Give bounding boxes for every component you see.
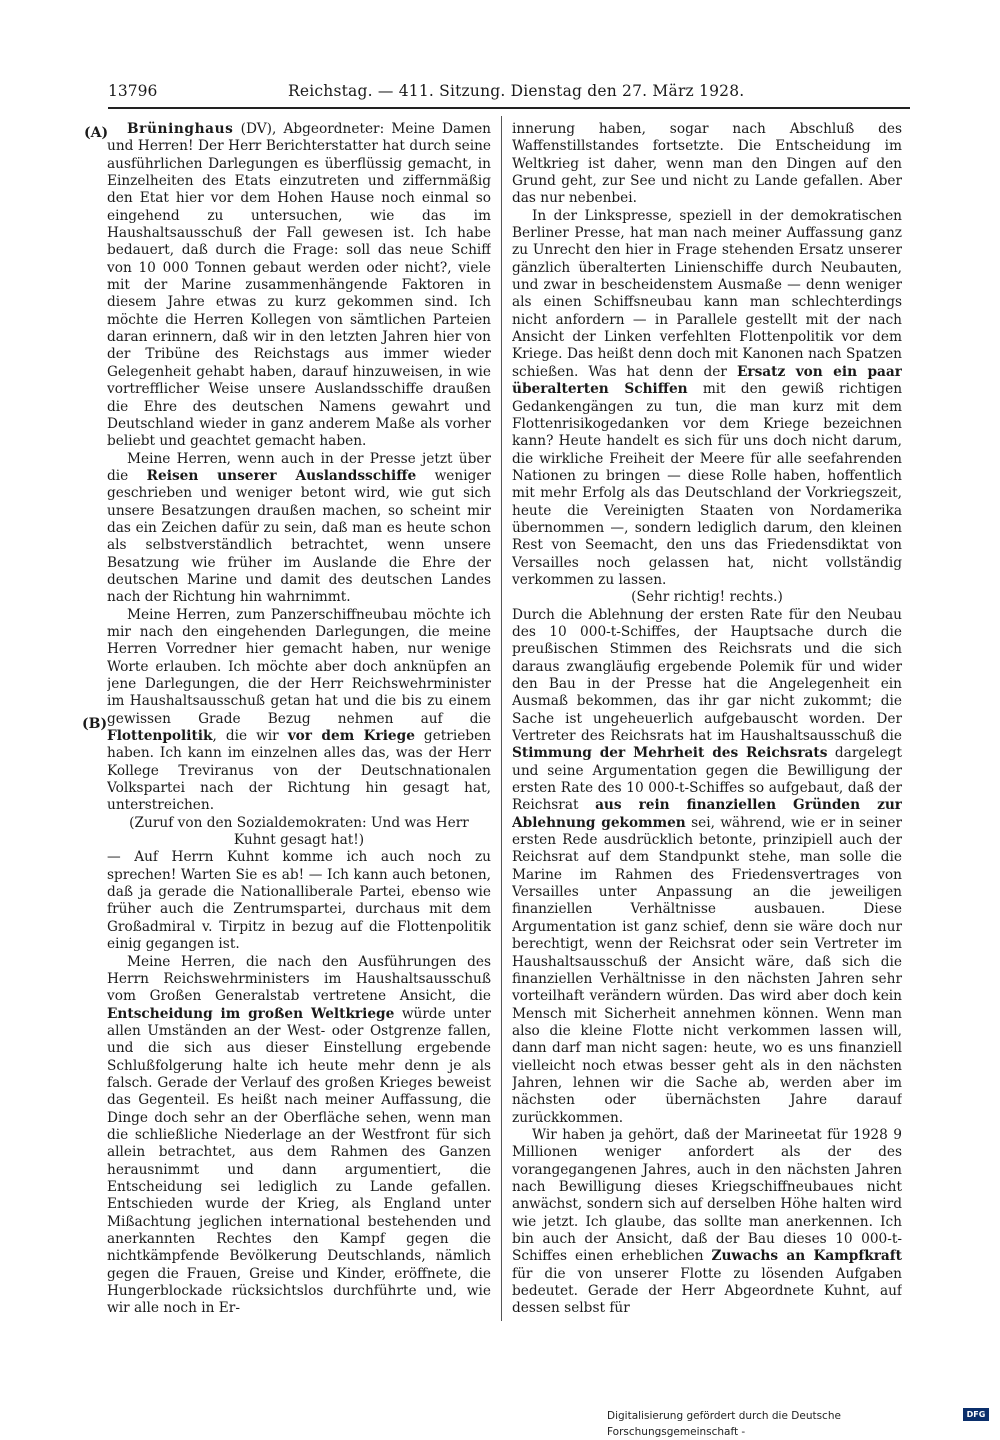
emphasis: Reisen unserer Auslandsschiffe	[146, 467, 417, 484]
paragraph: Durch die Ablehnung der ersten Rate für den Neubau des 10 000-t-Schiffes, der Hauptsache durch die preußischen Stimmen des Reichsrats und die sich daraus zwangläufig ergebende Polemik für und wider den Bau in der Presse hat die Angelegenheit ein Ausmaß bekommen, das ihr gar nicht zukommt; die Sache ist ungeheuerlich aufgebauscht worden. Der Vertreter des Reichsrats hat im Haushaltsausschuß die Stimmung der Mehrheit des Reichsrats dargelegt und seine Argumentation gegen die Bewilligung der ersten Rate des 10 000-t-Schiffes so aufgebaut, daß der Reichsrat aus rein finanziellen Gründen zur Ablehnung gekommen sei, während, wie er in seiner ersten Rede ausdrücklich betonte, prinzipiell auch der Reichsrat auf dem Standpunkt stehe, man solle die Marine im Rahmen des Friedensvertrages von Versailles unter Anpassung an die jeweiligen finanziellen Verhältnisse ausbauen. Diese Argumentation ist ganz schief, denn sie wäre doch nur berechtigt, wenn der Reichsrat oder sein Vertreter im Haushaltsausschuß der Ansicht wäre, daß sich die finanziellen Verhältnisse in den nächsten Jahren sehr vorteilhaft verändern würden. Das wird aber doch kein Mensch mit Sicherheit annehmen können. Wenn man also die kleine Flotte nicht verkommen lassen will, dann darf man nicht sagen: heute, wo es uns finanziell vielleicht noch etwas besser geht als in den nächsten Jahren, lehnen wir die Sache ab, werden aber im nächsten oder übernächsten Jahre darauf zurückkommen.	[512, 606, 902, 1126]
right-column	[512, 121, 902, 1321]
column-divider	[501, 116, 502, 1321]
margin-marker-a: (A)	[84, 125, 109, 141]
footer-credit: Digitalisierung gefördert durch die Deutsche Forschungsgemeinschaft -	[607, 1410, 841, 1438]
left-column	[107, 121, 491, 1321]
emphasis: Entscheidung im großen Weltkriege	[107, 1005, 395, 1022]
paragraph: Meine Herren, die nach den Ausführungen des Herrn Reichswehrministers im Haushaltsausschuß vom Großen Generalstab vertretene Ansicht, die Entscheidung im großen Weltkriege würde unter allen Umständen an der West- oder Ostgrenze fallen, und die sich aus dieser Einstellung ergebende Schlußfolgerung halte ich heute mehr denn je als falsch. Gerade der Verlauf des großen Krieges beweist das Gegenteil. Es heißt nach meiner Auffassung, die Dinge doch sehr an der Oberfläche sehen, wenn man die schließliche Niederlage an der Westfront für sich allein betrachtet, aus dem Rahmen des Ganzen herausnimmt und dann argumentiert, die Entscheidung sei lediglich zu Lande gefallen. Entschieden wurde der Krieg, als England unter Mißachtung jeglichen international bestehenden und anerkannten Rechtes den Kampf gegen die nichtkämpfende Bevölkerung Deutschlands, nämlich gegen die Frauen, Greise und Kinder, eröffnete, die Hungerblockade rücksichtslos durchführte und, wie wir alle noch in Er-	[107, 953, 491, 1317]
emphasis: aus rein finanziellen Gründen zur Ablehnung gekommen	[512, 797, 902, 831]
emphasis: Stimmung der Mehrheit des Reichsrats	[512, 745, 828, 762]
margin-marker-b: (B)	[82, 716, 108, 732]
paragraph: — Auf Herrn Kuhnt komme ich auch noch zu sprechen! Warten Sie es ab! — Ich kann auch betonen, daß ja gerade die Nationalliberale Partei, ebenso wie früher auch die Zentrumspartei, durchaus mit dem Großadmiral v. Tirpitz in bezug auf die Flottenpolitik einig gegangen ist.	[107, 849, 491, 953]
paragraph: Meine Herren, zum Panzerschiffneubau möchte ich mir nach den eingehenden Darlegungen, die meine Herren Vorredner hier gemacht haben, nur wenige Worte erlauben. Ich möchte aber doch anknüpfen an jene Darlegungen, die der Herr Reichswehrminister im Haushaltsausschuß getan hat und die bis zu einem gewissen Grade Bezug nehmen auf die Flottenpolitik, die wir vor dem Kriege getrieben haben. Ich kann im einzelnen alles das, was der Herr Kollege Treviranus von der Deutschnationalen Volkspartei nach der Richtung hin gesagt hat, unterstreichen.	[107, 606, 491, 814]
emphasis: Ersatz von ein paar überalterten Schiffen	[512, 363, 902, 398]
paragraph: In der Linkspresse, speziell in der demokratischen Berliner Presse, hat man nach meiner Auffassung ganz zu Unrecht den hier in Frage stehenden Ersatz unserer gänzlich überalterten Linienschiffe durch Neubauten, und zwar in bescheidenstem Ausmaße — denn weniger als einen Schiffsneubau kann man schlechterdings nicht anfordern — in Parallele gestellt mit der nach Ansicht der Linken verfehlten Flottenpolitik vor dem Kriege. Das heißt denn doch mit Kanonen nach Spatzen schießen. Was hat denn der Ersatz von ein paar überalterten Schiffen mit den gewiß richtigen Gedankengängen zu tun, die man kurz mit dem Flottenrisikogedanken vor dem Kriege bezeichnen kann? Heute handelt es sich für uns doch nicht darum, die wirkliche Freiheit der Meere für alle seefahrenden Nationen zu bringen — diese Rolle haben, hoffentlich mit mehr Erfolg als das Deutschland der Vorkriegszeit, heute die Vereinigten Staaten von Nordamerika übernommen —, sondern lediglich darum, den kleinen Rest von Seemacht, den uns das Friedensdiktat von Versailles noch gelassen hat, nicht vollständig verkommen zu lassen.	[512, 207, 902, 588]
dfg-logo: DFG	[963, 1408, 989, 1421]
speaker-name: Brüninghaus	[127, 121, 234, 137]
paragraph: Meine Herren, wenn auch in der Presse jetzt über die Reisen unserer Auslandsschiffe weniger geschrieben und weniger betont wird, wie gut sich unsere Besatzungen draußen machen, so scheint mir das ein Zeichen dafür zu sein, daß man es heute schon als selbstverständlich betrachtet, wenn unsere Besatzung wie früher im Auslande die Ehre der deutschen Marine und damit des deutschen Landes nach der Richtung hin wahrnimmt.	[107, 450, 491, 606]
header-rule	[108, 107, 910, 109]
emphasis: Flottenpolitik	[107, 728, 213, 745]
page-number: 13796	[108, 82, 158, 100]
running-title: Reichstag. — 411. Sitzung. Dienstag den 27. März 1928.	[288, 82, 745, 100]
page-header	[108, 78, 908, 104]
paragraph: innerung haben, sogar nach Abschluß des Waffenstillstandes fortsetzte. Die Entscheidung im Weltkrieg ist daher, wenn man den Dingen auf den Grund geht, zur See und nicht zu Lande gefallen. Aber das nur nebenbei.	[512, 121, 902, 207]
paragraph: Wir haben ja gehört, daß der Marineetat für 1928 9 Millionen weniger anfordert als der des vorangegangenen Jahres, auch in den nächsten Jahren nach Bewilligung dieses Kriegschiffneubaues nicht anwächst, sondern sich auf derselben Höhe halten wird wie jetzt. Ich glaube, das sollte man anerkennen. Ich bin auch der Ansicht, daß der Bau dieses 10 000-t-Schiffes einen erheblichen Zuwachs an Kampfkraft für die von unserer Flotte zu lösenden Aufgaben bedeutet. Gerade der Herr Abgeordnete Kuhnt, auf dessen selbst für	[512, 1126, 902, 1317]
interjection: (Sehr richtig! rechts.)	[631, 589, 783, 606]
paragraph: Brüninghaus (DV), Abgeordneter: Meine Damen und Herren! Der Herr Berichterstatter hat durch seine ausführlichen Darlegungen es überflüssig gemacht, in Einzelheiten des Etats einzutreten und ziffernmäßig den Etat hier vor dem Hohen Hause noch einmal so eingehend zu untersuchen, wie das im Haushaltsausschuß der Fall gewesen ist. Ich habe bedauert, daß durch die Frage: soll das neue Schiff von 10 000 Tonnen gebaut werden oder nicht?, viele mit der Marine zusammenhängende Faktoren in diesem Jahre etwas zu kurz gekommen sind. Ich möchte die Herren Kollegen von sämtlichen Parteien daran erinnern, daß wir in den letzten Jahren hier von der Tribüne des Reichstags aus immer wieder Gelegenheit gehabt haben, darauf hinzuweisen, in wie vortrefflicher Weise unsere Auslandsschiffe draußen die Ehre des deutschen Namens gewahrt und Deutschland wieder in ganz anderem Maße als vorher beliebt und geachtet gemacht haben.	[107, 121, 491, 450]
interjection: (Zuruf von den Sozialdemokraten: Und was Herr Kuhnt gesagt hat!)	[129, 814, 469, 849]
emphasis: Zuwachs an Kampfkraft	[711, 1248, 902, 1265]
emphasis: vor dem Kriege	[287, 728, 415, 745]
